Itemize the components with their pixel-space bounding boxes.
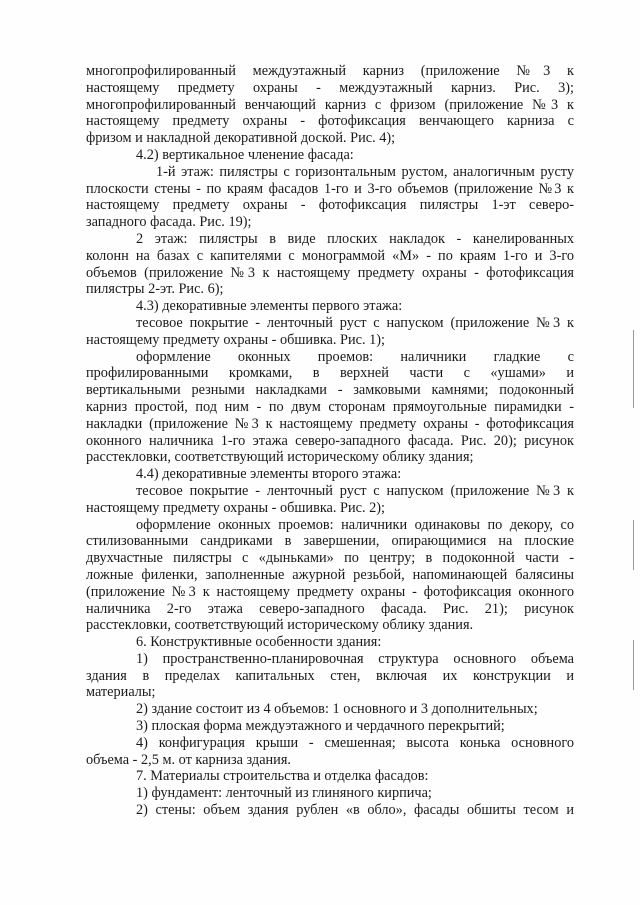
- text-line: здания в пределах капитальных стен, включая их конструкции и: [86, 667, 574, 684]
- text-line: пилястры 2-эт. Рис. 6);: [86, 281, 224, 298]
- text-line: 1) пространственно-планировочная структура основного объема: [136, 650, 574, 667]
- text-line: многопрофилированный междуэтажный карниз (приложение №3 к: [86, 63, 574, 79]
- text-line: оконного наличника 1-го этажа северо-западного фасада. Рис. 20); рисунок: [86, 432, 574, 449]
- text-line: настоящему предмету охраны - фотофиксация венчающего карниза с: [86, 113, 574, 130]
- text-line: многопрофилированный венчающий карниз с фризом (приложение №3 к: [86, 96, 574, 113]
- text-line: тесовое покрытие - ленточный руст с напуском (приложение №3 к: [136, 314, 574, 331]
- text-line: 1) фундамент: ленточный из глиняного кирпича;: [136, 785, 432, 802]
- text-line: фризом и накладной декоративной доской. Рис. 4);: [86, 130, 396, 147]
- text-line: плоскости стены - по краям фасадов 1-го и 3-го объемов (приложение №3 к: [86, 180, 574, 197]
- text-line: объема - 2,5 м. от карниза здания.: [86, 751, 291, 768]
- text-line: 4) конфигурация крыши - смешенная; высота конька основного: [136, 734, 574, 751]
- text-line: расстекловки, соответствующий историческому облику здания;: [86, 449, 474, 466]
- text-line: двухчастные пилястры с «дыньками» по центру; в подоконной части -: [86, 550, 574, 567]
- text-line: ложные филенки, заполненные ажурной резьбой, напоминающей балясины: [86, 566, 574, 583]
- text-line: западного фасада. Рис. 19);: [86, 214, 252, 231]
- text-line: 4.4) декоративные элементы второго этажа:: [136, 466, 402, 483]
- text-line: расстекловки, соответствующий историческому облику здания.: [86, 617, 474, 634]
- text-line: 2 этаж: пилястры в виде плоских накладок - канелированных: [136, 230, 574, 247]
- scan-edge-mark: [633, 520, 634, 570]
- text-line: 2) здание состоит из 4 объемов: 1 основного и 3 дополнительных;: [136, 701, 538, 718]
- text-line: профилированными кромками, в верхней части с «ушами» и: [86, 365, 574, 382]
- text-line: настоящему предмету охраны - фотофиксация пилястры 1-эт северо-: [86, 197, 574, 214]
- text-line: материалы;: [86, 684, 156, 701]
- text-line: настоящему предмету охраны - обшивка. Рис. 2);: [86, 499, 386, 516]
- scan-edge-mark: [633, 330, 634, 408]
- text-line: (приложение №3 к настоящему предмету охраны - фотофиксация оконного: [86, 583, 574, 600]
- text-line: объемов (приложение №3 к настоящему предмету охраны - фотофиксация: [86, 264, 574, 281]
- text-line: карниз простой, под ним - по двум сторонам прямоугольные пирамидки -: [86, 398, 574, 415]
- text-line: оформление оконных проемов: наличники одинаковы по декору, со: [136, 516, 574, 533]
- text-line: 2) стены: объем здания рублен «в обло», фасады обшиты тесом и: [136, 802, 574, 819]
- text-line: накладки (приложение №3 к настоящему предмету охраны - фотофиксация: [86, 415, 574, 432]
- text-line: 1-й этаж: пилястры с горизонтальным рустом, аналогичным русту: [156, 163, 574, 180]
- text-line: колонн на базах с капителями с монограммой «М» - по краям 1-го и 3-го: [86, 247, 574, 264]
- text-line: 3) плоская форма междуэтажного и чердачного перекрытий;: [136, 718, 505, 735]
- text-line: 4.3) декоративные элементы первого этажа:: [136, 298, 403, 315]
- text-line: наличника 2-го этажа северо-западного фасада. Рис. 21); рисунок: [86, 600, 574, 617]
- text-line: стилизованными сандриками в завершении, опирающимися на плоские: [86, 533, 574, 550]
- document-body: [86, 63, 574, 819]
- text-line: 4.2) вертикальное членение фасада:: [136, 146, 354, 163]
- text-line: настоящему предмету охраны - междуэтажный карниз. Рис. 3);: [86, 79, 574, 96]
- text-line: оформление оконных проемов: наличники гладкие с: [136, 348, 574, 365]
- scan-edge-mark: [633, 640, 634, 690]
- text-line: 6. Конструктивные особенности здания:: [136, 634, 382, 651]
- text-line: 7. Материалы строительства и отделка фасадов:: [136, 768, 429, 785]
- text-line: тесовое покрытие - ленточный руст с напуском (приложение №3 к: [136, 482, 574, 499]
- text-line: вертикальными резными накладками - замковыми камнями; подоконный: [86, 382, 574, 399]
- text-line: настоящему предмету охраны - обшивка. Рис. 1);: [86, 331, 386, 348]
